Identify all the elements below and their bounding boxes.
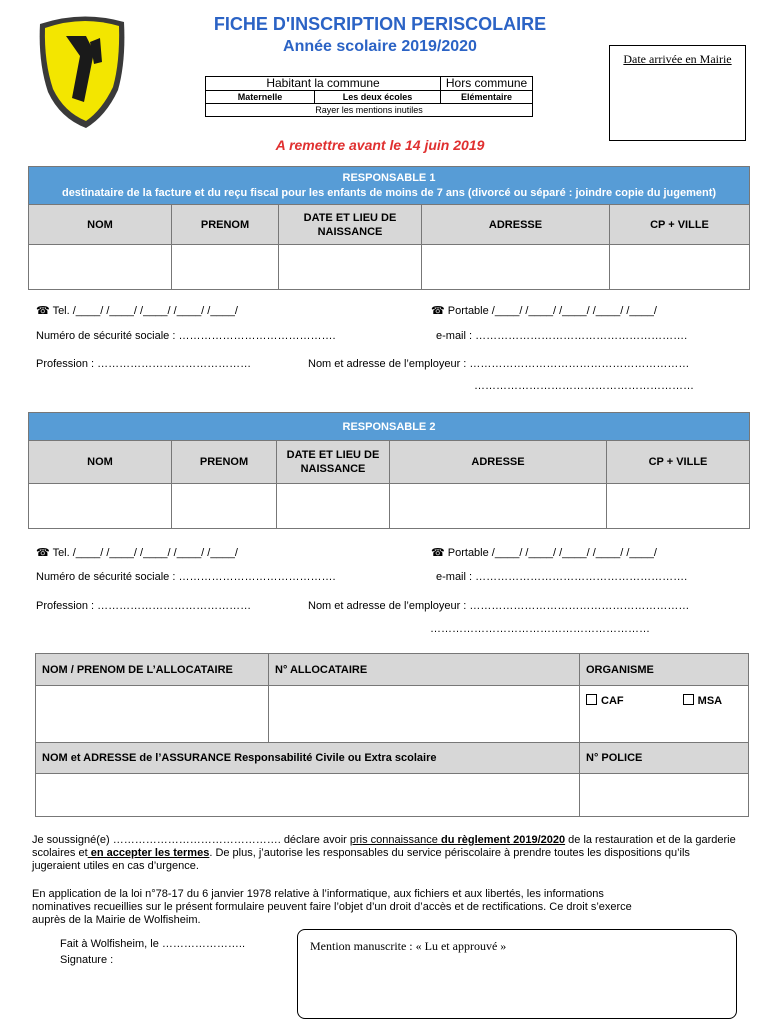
declaration-accepter: en accepter les termes: [87, 847, 210, 859]
allocataire-numero-label: N° ALLOCATAIRE: [269, 654, 580, 686]
msa-label: MSA: [697, 695, 723, 707]
mention-label: Mention manuscrite : « Lu et approuvé »: [310, 939, 507, 953]
declaration-paragraph: [32, 834, 738, 873]
mention-box[interactable]: [297, 929, 737, 1019]
hors-commune-option[interactable]: Hors commune: [441, 77, 533, 91]
maternelle-option[interactable]: Maternelle: [206, 91, 315, 104]
phone-icon: ☎: [36, 547, 50, 559]
r1-tel-row[interactable]: [36, 304, 238, 317]
phone-icon: ☎: [431, 305, 445, 317]
allocataire-numero-field[interactable]: [269, 686, 580, 743]
col-naissance: DATE ET LIEU DE NAISSANCE: [277, 441, 390, 484]
r1-cp-ville-field[interactable]: [610, 245, 750, 290]
assurance-label: NOM et ADRESSE de l’ASSURANCE Responsabilité Civile ou Extra scolaire: [36, 743, 580, 774]
col-nom: NOM: [29, 205, 172, 245]
fait-a-field[interactable]: Fait à Wolfisheim, le …………………..: [60, 938, 245, 950]
col-cp-ville: CP + VILLE: [610, 205, 750, 245]
page-title: FICHE D'INSCRIPTION PERISCOLAIRE: [213, 14, 547, 34]
deux-ecoles-option[interactable]: Les deux écoles: [315, 91, 441, 104]
checkbox-icon: [683, 694, 694, 705]
msa-checkbox[interactable]: [683, 695, 722, 707]
r2-secu-field[interactable]: Numéro de sécurité sociale : …………………………………….: [36, 571, 336, 583]
r2-cp-ville-field[interactable]: [607, 484, 750, 529]
r2-nom-field[interactable]: [29, 484, 172, 529]
declaration-part1: Je soussigné(e) ………………………………………. déclare avoir: [32, 834, 350, 846]
r1-profession-field[interactable]: Profession : ……………………………………: [36, 358, 252, 370]
allocataire-table: [35, 653, 749, 817]
r1-employeur-field[interactable]: Nom et adresse de l’employeur : ……………………………………………………: [308, 358, 690, 370]
declaration-reglement: du règlement 2019/2020: [440, 834, 566, 846]
r2-adresse-field[interactable]: [390, 484, 607, 529]
col-cp-ville: CP + VILLE: [607, 441, 750, 484]
r2-email-field[interactable]: e-mail : ………………………………………………….: [436, 571, 688, 583]
loi-paragraph: En application de la loi n°78-17 du 6 janvier 1978 relative à l’informatique, aux fichiers et aux libertés, les informations nominatives recueillies sur le présent formulaire peuvent faire l’objet d’un droit d’accès et de rectifications. Ce droit s’exerce auprès de la Mairie de Wolfisheim.: [32, 888, 632, 926]
r2-portable-field[interactable]: Portable /____/ /____/ /____/ /____/ /____/: [447, 547, 657, 559]
r1-tel-field[interactable]: Tel. /____/ /____/ /____/ /____/ /____/: [52, 305, 238, 317]
habitant-commune-option[interactable]: Habitant la commune: [206, 77, 441, 91]
r1-employeur-cont-field[interactable]: ……………………………………………………: [474, 380, 694, 392]
police-label: N° POLICE: [580, 743, 749, 774]
caf-checkbox[interactable]: [586, 695, 624, 707]
r2-prenom-field[interactable]: [172, 484, 277, 529]
col-nom: NOM: [29, 441, 172, 484]
r2-tel-field[interactable]: Tel. /____/ /____/ /____/ /____/ /____/: [52, 547, 238, 559]
date-arrival-box[interactable]: [609, 45, 746, 141]
responsable1-subtitle: destinataire de la facture et du reçu fiscal pour les enfants de moins de 7 ans (divorcé ou séparé : joindre copie du jugement): [61, 186, 717, 199]
assurance-field[interactable]: [36, 774, 580, 817]
caf-label: CAF: [601, 695, 624, 707]
checkbox-icon: [586, 694, 597, 705]
elementaire-option[interactable]: Elémentaire: [441, 91, 533, 104]
date-arrival-label: Date arrivée en Mairie: [623, 52, 732, 66]
declaration-part6: . De plus, j’autorise les responsables du service périscolaire à prendre toutes les dispositions qu’ils jugeraient utiles en cas d’urgence.: [32, 847, 690, 872]
r1-secu-field[interactable]: Numéro de sécurité sociale : …………………………………….: [36, 330, 336, 342]
r2-employeur-field[interactable]: Nom et adresse de l’employeur : ……………………………………………………: [308, 600, 690, 612]
col-prenom: PRENOM: [172, 205, 279, 245]
r1-adresse-field[interactable]: [422, 245, 610, 290]
deadline-text: A remettre avant le 14 juin 2019: [275, 137, 485, 153]
col-adresse: ADRESSE: [390, 441, 607, 484]
responsable1-title: RESPONSABLE 1: [342, 171, 436, 184]
col-adresse: ADRESSE: [422, 205, 610, 245]
r2-employeur-cont-field[interactable]: ……………………………………………………: [430, 623, 650, 635]
organisme-label: ORGANISME: [580, 654, 749, 686]
col-naissance: DATE ET LIEU DE NAISSANCE: [279, 205, 422, 245]
police-field[interactable]: [580, 774, 749, 817]
r1-portable-row[interactable]: [431, 304, 657, 317]
r2-profession-field[interactable]: Profession : ……………………………………: [36, 600, 252, 612]
phone-icon: ☎: [36, 305, 50, 317]
col-prenom: PRENOM: [172, 441, 277, 484]
r1-naissance-field[interactable]: [279, 245, 422, 290]
r2-portable-row[interactable]: [431, 546, 657, 559]
commune-table: [205, 76, 533, 117]
responsable2-table: [28, 412, 750, 529]
signature-label: Signature :: [60, 954, 114, 966]
r1-portable-field[interactable]: Portable /____/ /____/ /____/ /____/ /____/: [447, 305, 657, 317]
allocataire-nom-field[interactable]: [36, 686, 269, 743]
r2-tel-row[interactable]: [36, 546, 238, 559]
responsable2-title: RESPONSABLE 2: [29, 413, 750, 441]
declaration-part4: de la restauration et de la garderie scolaires et: [32, 834, 736, 859]
declaration-part2: pris connaissance: [349, 834, 441, 846]
phone-icon: ☎: [431, 547, 445, 559]
responsable1-table: [28, 166, 750, 290]
coat-of-arms-shield-icon: [36, 12, 128, 130]
r1-prenom-field[interactable]: [172, 245, 279, 290]
school-year-subtitle: Année scolaire 2019/2020: [283, 38, 477, 55]
r1-nom-field[interactable]: [29, 245, 172, 290]
allocataire-nom-label: NOM / PRENOM DE L’ALLOCATAIRE: [36, 654, 269, 686]
rayer-note: Rayer les mentions inutiles: [206, 104, 533, 117]
r1-email-field[interactable]: e-mail : ………………………………………………….: [436, 330, 688, 342]
r2-naissance-field[interactable]: [277, 484, 390, 529]
